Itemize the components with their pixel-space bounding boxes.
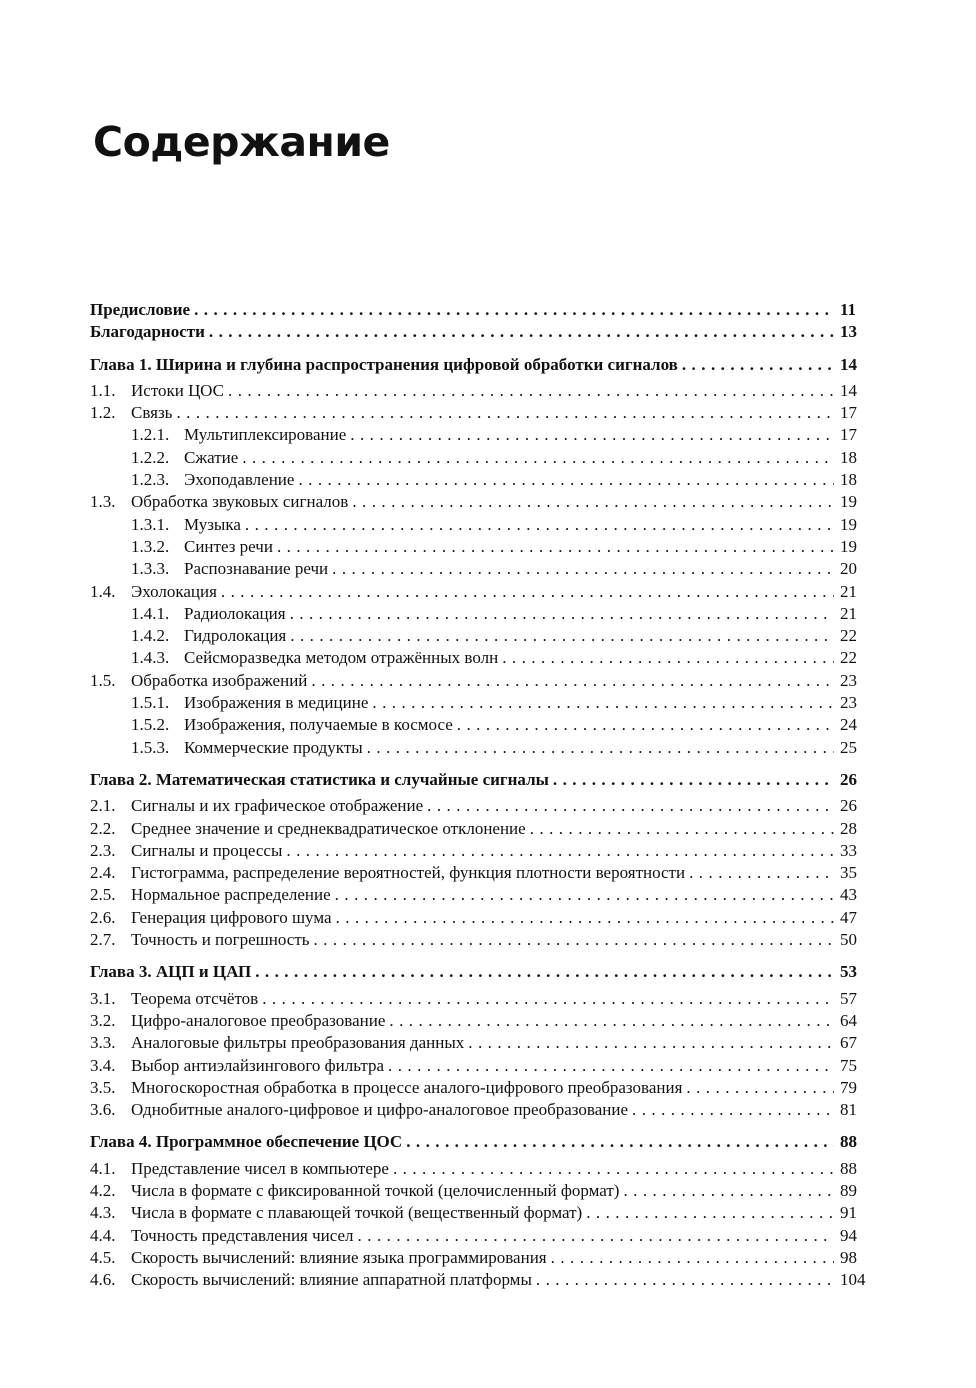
subsection-number: 1.3.1. <box>131 514 170 534</box>
section-title: Числа в формате с фиксированной точкой (целочисленный формат) <box>131 1180 620 1200</box>
section-number: 2.7. <box>90 930 116 950</box>
dot-leader <box>367 737 834 759</box>
toc-subsection[interactable] <box>90 737 856 759</box>
chapter-title: Глава 2. Математическая статистика и случайные сигналы <box>90 769 549 789</box>
toc-section-label <box>90 818 530 840</box>
page-number: 26 <box>840 769 857 789</box>
section-title: Истоки ЦОС <box>131 380 225 400</box>
section-title: Сигналы и процессы <box>131 840 283 860</box>
subsection-title: Коммерческие продукты <box>184 737 363 757</box>
page-number: 88 <box>840 1132 857 1152</box>
toc-section[interactable] <box>90 1010 856 1032</box>
subsection-title: Сжатие <box>184 447 239 467</box>
toc-section-label <box>90 795 427 817</box>
section-title: Многоскоростная обработка в процессе аналого-цифрового преобразования <box>131 1077 683 1097</box>
section-title: Теорема отсчётов <box>131 988 259 1008</box>
subsection-number: 1.3.3. <box>131 559 170 579</box>
subsection-title: Мультиплексирование <box>184 425 347 445</box>
toc-subsection[interactable] <box>90 424 856 446</box>
page-number: 14 <box>840 354 857 374</box>
toc-section[interactable] <box>90 402 856 424</box>
toc-section-label <box>90 491 352 513</box>
toc-section-label <box>90 1099 632 1121</box>
subsection-title: Сейсморазведка методом отражённых волн <box>184 648 499 668</box>
page-number: 50 <box>840 930 857 950</box>
dot-leader <box>686 1077 834 1099</box>
subsection-number: 1.4.1. <box>131 603 170 623</box>
section-title: Аналоговые фильтры преобразования данных <box>131 1033 465 1053</box>
dot-leader <box>352 491 834 513</box>
toc-section[interactable] <box>90 1032 856 1054</box>
toc-section-label <box>90 884 335 906</box>
section-number: 3.4. <box>90 1055 116 1075</box>
page-number: 19 <box>840 536 857 556</box>
page-number: 19 <box>840 514 857 534</box>
dot-leader <box>255 961 834 983</box>
toc-section[interactable] <box>90 1077 856 1099</box>
toc-subsection[interactable] <box>90 714 856 736</box>
dot-leader <box>228 380 834 402</box>
toc-section-label <box>90 1077 686 1099</box>
section-title: Обработка звуковых сигналов <box>131 492 349 512</box>
section-number: 4.2. <box>90 1180 116 1200</box>
toc-subsection-label <box>131 737 367 759</box>
toc-section-label <box>90 1202 586 1224</box>
page-number: 94 <box>840 1225 857 1245</box>
section-number: 3.3. <box>90 1033 116 1053</box>
dot-leader <box>336 907 834 929</box>
toc-chapter-label <box>90 354 682 376</box>
toc-section[interactable] <box>90 1202 856 1224</box>
subsection-number: 1.4.3. <box>131 648 170 668</box>
subsection-number: 1.4.2. <box>131 626 170 646</box>
toc-section-label <box>90 907 336 929</box>
page-number: 33 <box>840 840 857 860</box>
toc-subsection[interactable] <box>90 469 856 491</box>
toc-section[interactable] <box>90 380 856 402</box>
section-number: 3.2. <box>90 1010 116 1030</box>
page-number: 14 <box>840 380 857 400</box>
page-number: 57 <box>840 988 857 1008</box>
dot-leader <box>209 321 834 343</box>
section-number: 4.3. <box>90 1203 116 1223</box>
subsection-title: Радиолокация <box>184 603 286 623</box>
dot-leader <box>311 670 834 692</box>
page-number: 64 <box>840 1010 857 1030</box>
section-number: 3.5. <box>90 1077 116 1097</box>
section-number: 2.4. <box>90 863 116 883</box>
dot-leader <box>221 581 834 603</box>
page-number: 43 <box>840 885 857 905</box>
toc-section-label <box>90 1269 536 1291</box>
toc-section[interactable] <box>90 795 856 817</box>
section-title: Числа в формате с плавающей точкой (вещественный формат) <box>131 1203 583 1223</box>
page-number: 18 <box>840 447 857 467</box>
toc-subsection-label <box>131 447 242 469</box>
section-title: Однобитные аналого-цифровое и цифро-аналоговое преобразование <box>131 1100 628 1120</box>
toc-section-label <box>90 929 314 951</box>
dot-leader <box>314 929 834 951</box>
page-number: 104 <box>840 1270 866 1290</box>
page-number: 47 <box>840 907 857 927</box>
section-number: 1.5. <box>90 670 116 690</box>
page-number: 11 <box>840 300 857 319</box>
dot-leader <box>262 988 834 1010</box>
section-number: 3.1. <box>90 988 116 1008</box>
toc-section[interactable] <box>90 929 856 951</box>
toc-section-label <box>90 1158 393 1180</box>
dot-leader <box>530 818 834 840</box>
page-number: 25 <box>840 737 857 757</box>
toc-subsection-label <box>131 603 290 625</box>
dot-leader <box>176 402 834 424</box>
dot-leader <box>372 692 834 714</box>
toc-front-item[interactable] <box>90 321 856 343</box>
section-number: 1.4. <box>90 581 116 601</box>
section-title: Представление чисел в компьютере <box>131 1158 389 1178</box>
subsection-title: Эхоподавление <box>184 470 295 490</box>
toc-section[interactable] <box>90 1099 856 1121</box>
toc-section[interactable] <box>90 1269 866 1291</box>
dot-leader <box>427 795 834 817</box>
dot-leader <box>242 447 834 469</box>
page-number: 89 <box>840 1180 857 1200</box>
toc-section[interactable] <box>90 1247 856 1269</box>
dot-leader <box>586 1202 834 1224</box>
page-number: 19 <box>840 492 857 512</box>
dot-leader <box>389 1010 834 1032</box>
page-number: 35 <box>840 863 857 883</box>
dot-leader <box>335 884 834 906</box>
toc-subsection[interactable] <box>90 514 856 536</box>
front-title: Благодарности <box>90 322 205 342</box>
page-number: 24 <box>840 715 857 735</box>
page-number: 22 <box>840 648 857 668</box>
section-number: 2.3. <box>90 840 116 860</box>
section-title: Среднее значение и среднеквадратическое отклонение <box>131 818 526 838</box>
toc-section[interactable] <box>90 1055 856 1077</box>
toc-section[interactable] <box>90 581 856 603</box>
toc-chapter[interactable] <box>90 769 856 791</box>
page-number: 22 <box>840 626 857 646</box>
dot-leader <box>350 424 834 446</box>
subsection-title: Музыка <box>184 514 241 534</box>
dot-leader <box>298 469 834 491</box>
section-number: 1.2. <box>90 403 116 423</box>
section-number: 4.4. <box>90 1225 116 1245</box>
toc-section[interactable] <box>90 491 856 513</box>
toc-chapter[interactable] <box>90 354 856 376</box>
subsection-title: Распознавание речи <box>184 559 329 579</box>
toc-subsection[interactable] <box>90 447 856 469</box>
dot-leader <box>536 1269 834 1291</box>
toc-subsection-label <box>131 714 457 736</box>
page-number: 17 <box>840 403 857 423</box>
page-number: 23 <box>840 670 857 690</box>
section-title: Точность представления чисел <box>131 1225 354 1245</box>
section-number: 4.5. <box>90 1247 116 1267</box>
toc-section[interactable] <box>90 1225 856 1247</box>
section-number: 4.1. <box>90 1158 116 1178</box>
dot-leader <box>358 1225 834 1247</box>
dot-leader <box>290 625 834 647</box>
toc-section[interactable] <box>90 988 856 1010</box>
page-number: 23 <box>840 693 857 713</box>
toc-subsection[interactable] <box>90 692 856 714</box>
section-title: Скорость вычислений: влияние языка программирования <box>131 1247 547 1267</box>
page-number: 21 <box>840 603 857 623</box>
toc-subsection-label <box>131 625 290 647</box>
dot-leader <box>406 1131 834 1153</box>
dot-leader <box>682 354 834 376</box>
chapter-title: Глава 4. Программное обеспечение ЦОС <box>90 1132 403 1152</box>
section-title: Эхолокация <box>131 581 217 601</box>
toc-section-label <box>90 840 286 862</box>
section-title: Связь <box>131 403 173 423</box>
dot-leader <box>393 1158 834 1180</box>
toc-subsection[interactable] <box>90 625 856 647</box>
dot-leader <box>457 714 834 736</box>
page-number: 91 <box>840 1203 857 1223</box>
dot-leader <box>388 1055 834 1077</box>
toc-front-item[interactable] <box>90 299 856 321</box>
subsection-number: 1.5.2. <box>131 715 170 735</box>
section-number: 2.2. <box>90 818 116 838</box>
section-title: Выбор антиэлайзингового фильтра <box>131 1055 384 1075</box>
toc-chapter-label <box>90 961 255 983</box>
dot-leader <box>245 514 834 536</box>
table-of-contents <box>90 299 866 1291</box>
page-number: 79 <box>840 1077 857 1097</box>
dot-leader <box>689 862 834 884</box>
toc-section-label <box>90 1225 358 1247</box>
toc-section-label <box>90 380 228 402</box>
section-number: 2.1. <box>90 796 116 816</box>
subsection-number: 1.2.2. <box>131 447 170 467</box>
section-title: Точность и погрешность <box>131 930 310 950</box>
subsection-number: 1.5.1. <box>131 693 170 713</box>
dot-leader <box>277 536 834 558</box>
section-title: Сигналы и их графическое отображение <box>131 796 424 816</box>
toc-section[interactable] <box>90 1158 856 1180</box>
toc-chapter-label <box>90 769 553 791</box>
section-title: Гистограмма, распределение вероятностей, функция плотности вероятности <box>131 863 686 883</box>
page-number: 98 <box>840 1247 857 1267</box>
dot-leader <box>553 769 834 791</box>
toc-chapter[interactable] <box>90 1131 856 1153</box>
chapter-title: Глава 1. Ширина и глубина распространения цифровой обработки сигналов <box>90 354 678 374</box>
toc-section[interactable] <box>90 862 856 884</box>
section-title: Обработка изображений <box>131 670 308 690</box>
page-number: 81 <box>840 1100 857 1120</box>
toc-section-label <box>90 1247 551 1269</box>
toc-section-label <box>90 581 221 603</box>
toc-section-label <box>90 1010 389 1032</box>
dot-leader <box>468 1032 834 1054</box>
toc-subsection-label <box>131 514 245 536</box>
subsection-title: Синтез речи <box>184 536 273 556</box>
dot-leader <box>623 1180 834 1202</box>
section-title: Нормальное распределение <box>131 885 331 905</box>
section-number: 1.1. <box>90 380 116 400</box>
page-number: 17 <box>840 425 857 445</box>
section-number: 1.3. <box>90 492 116 512</box>
page-number: 21 <box>840 581 857 601</box>
page-number: 26 <box>840 796 857 816</box>
toc-section-label <box>90 988 262 1010</box>
page-number: 28 <box>840 818 857 838</box>
section-number: 4.6. <box>90 1270 116 1290</box>
toc-section-label <box>90 1032 468 1054</box>
toc-section[interactable] <box>90 818 856 840</box>
subsection-number: 1.2.3. <box>131 470 170 490</box>
section-number: 2.5. <box>90 885 116 905</box>
page-number: 13 <box>840 322 857 342</box>
toc-front-item-label <box>90 299 194 321</box>
toc-section-label <box>90 1055 388 1077</box>
toc-subsection[interactable] <box>90 603 856 625</box>
toc-section[interactable] <box>90 907 856 929</box>
toc-front-item-label <box>90 321 209 343</box>
page-number: 53 <box>840 962 857 982</box>
toc-subsection[interactable] <box>90 647 856 669</box>
toc-section-label <box>90 862 689 884</box>
toc-section-label <box>90 670 311 692</box>
toc-section[interactable] <box>90 670 856 692</box>
section-number: 2.6. <box>90 907 116 927</box>
toc-subsection-label <box>131 558 332 580</box>
page-title: Содержание <box>93 118 390 166</box>
toc-subsection[interactable] <box>90 558 856 580</box>
subsection-title: Гидролокация <box>184 626 287 646</box>
front-title: Предисловие <box>90 300 191 319</box>
dot-leader <box>194 299 834 321</box>
toc-section[interactable] <box>90 884 856 906</box>
page-number: 88 <box>840 1158 857 1178</box>
subsection-number: 1.5.3. <box>131 737 170 757</box>
page-number: 18 <box>840 470 857 490</box>
dot-leader <box>290 603 834 625</box>
toc-subsection[interactable] <box>90 536 856 558</box>
subsection-number: 1.2.1. <box>131 425 170 445</box>
toc-section-label <box>90 402 176 424</box>
dot-leader <box>332 558 834 580</box>
dot-leader <box>286 840 834 862</box>
dot-leader <box>632 1099 834 1121</box>
chapter-title: Глава 3. АЦП и ЦАП <box>90 962 252 982</box>
dot-leader <box>551 1247 834 1269</box>
page-number: 67 <box>840 1033 857 1053</box>
toc-chapter-label <box>90 1131 406 1153</box>
toc-subsection-label <box>131 536 277 558</box>
toc-subsection-label <box>131 692 372 714</box>
section-number: 3.6. <box>90 1100 116 1120</box>
subsection-title: Изображения в медицине <box>184 693 369 713</box>
subsection-title: Изображения, получаемые в космосе <box>184 715 453 735</box>
subsection-number: 1.3.2. <box>131 536 170 556</box>
dot-leader <box>502 647 834 669</box>
section-title: Генерация цифрового шума <box>131 907 332 927</box>
toc-subsection-label <box>131 424 350 446</box>
section-title: Скорость вычислений: влияние аппаратной платформы <box>131 1270 532 1290</box>
page-number: 75 <box>840 1055 857 1075</box>
toc-subsection-label <box>131 647 502 669</box>
toc-section[interactable] <box>90 1180 856 1202</box>
toc-subsection-label <box>131 469 298 491</box>
toc-chapter[interactable] <box>90 961 856 983</box>
page-number: 20 <box>840 559 857 579</box>
toc-section-label <box>90 1180 623 1202</box>
toc-section[interactable] <box>90 840 856 862</box>
section-title: Цифро-аналоговое преобразование <box>131 1010 386 1030</box>
